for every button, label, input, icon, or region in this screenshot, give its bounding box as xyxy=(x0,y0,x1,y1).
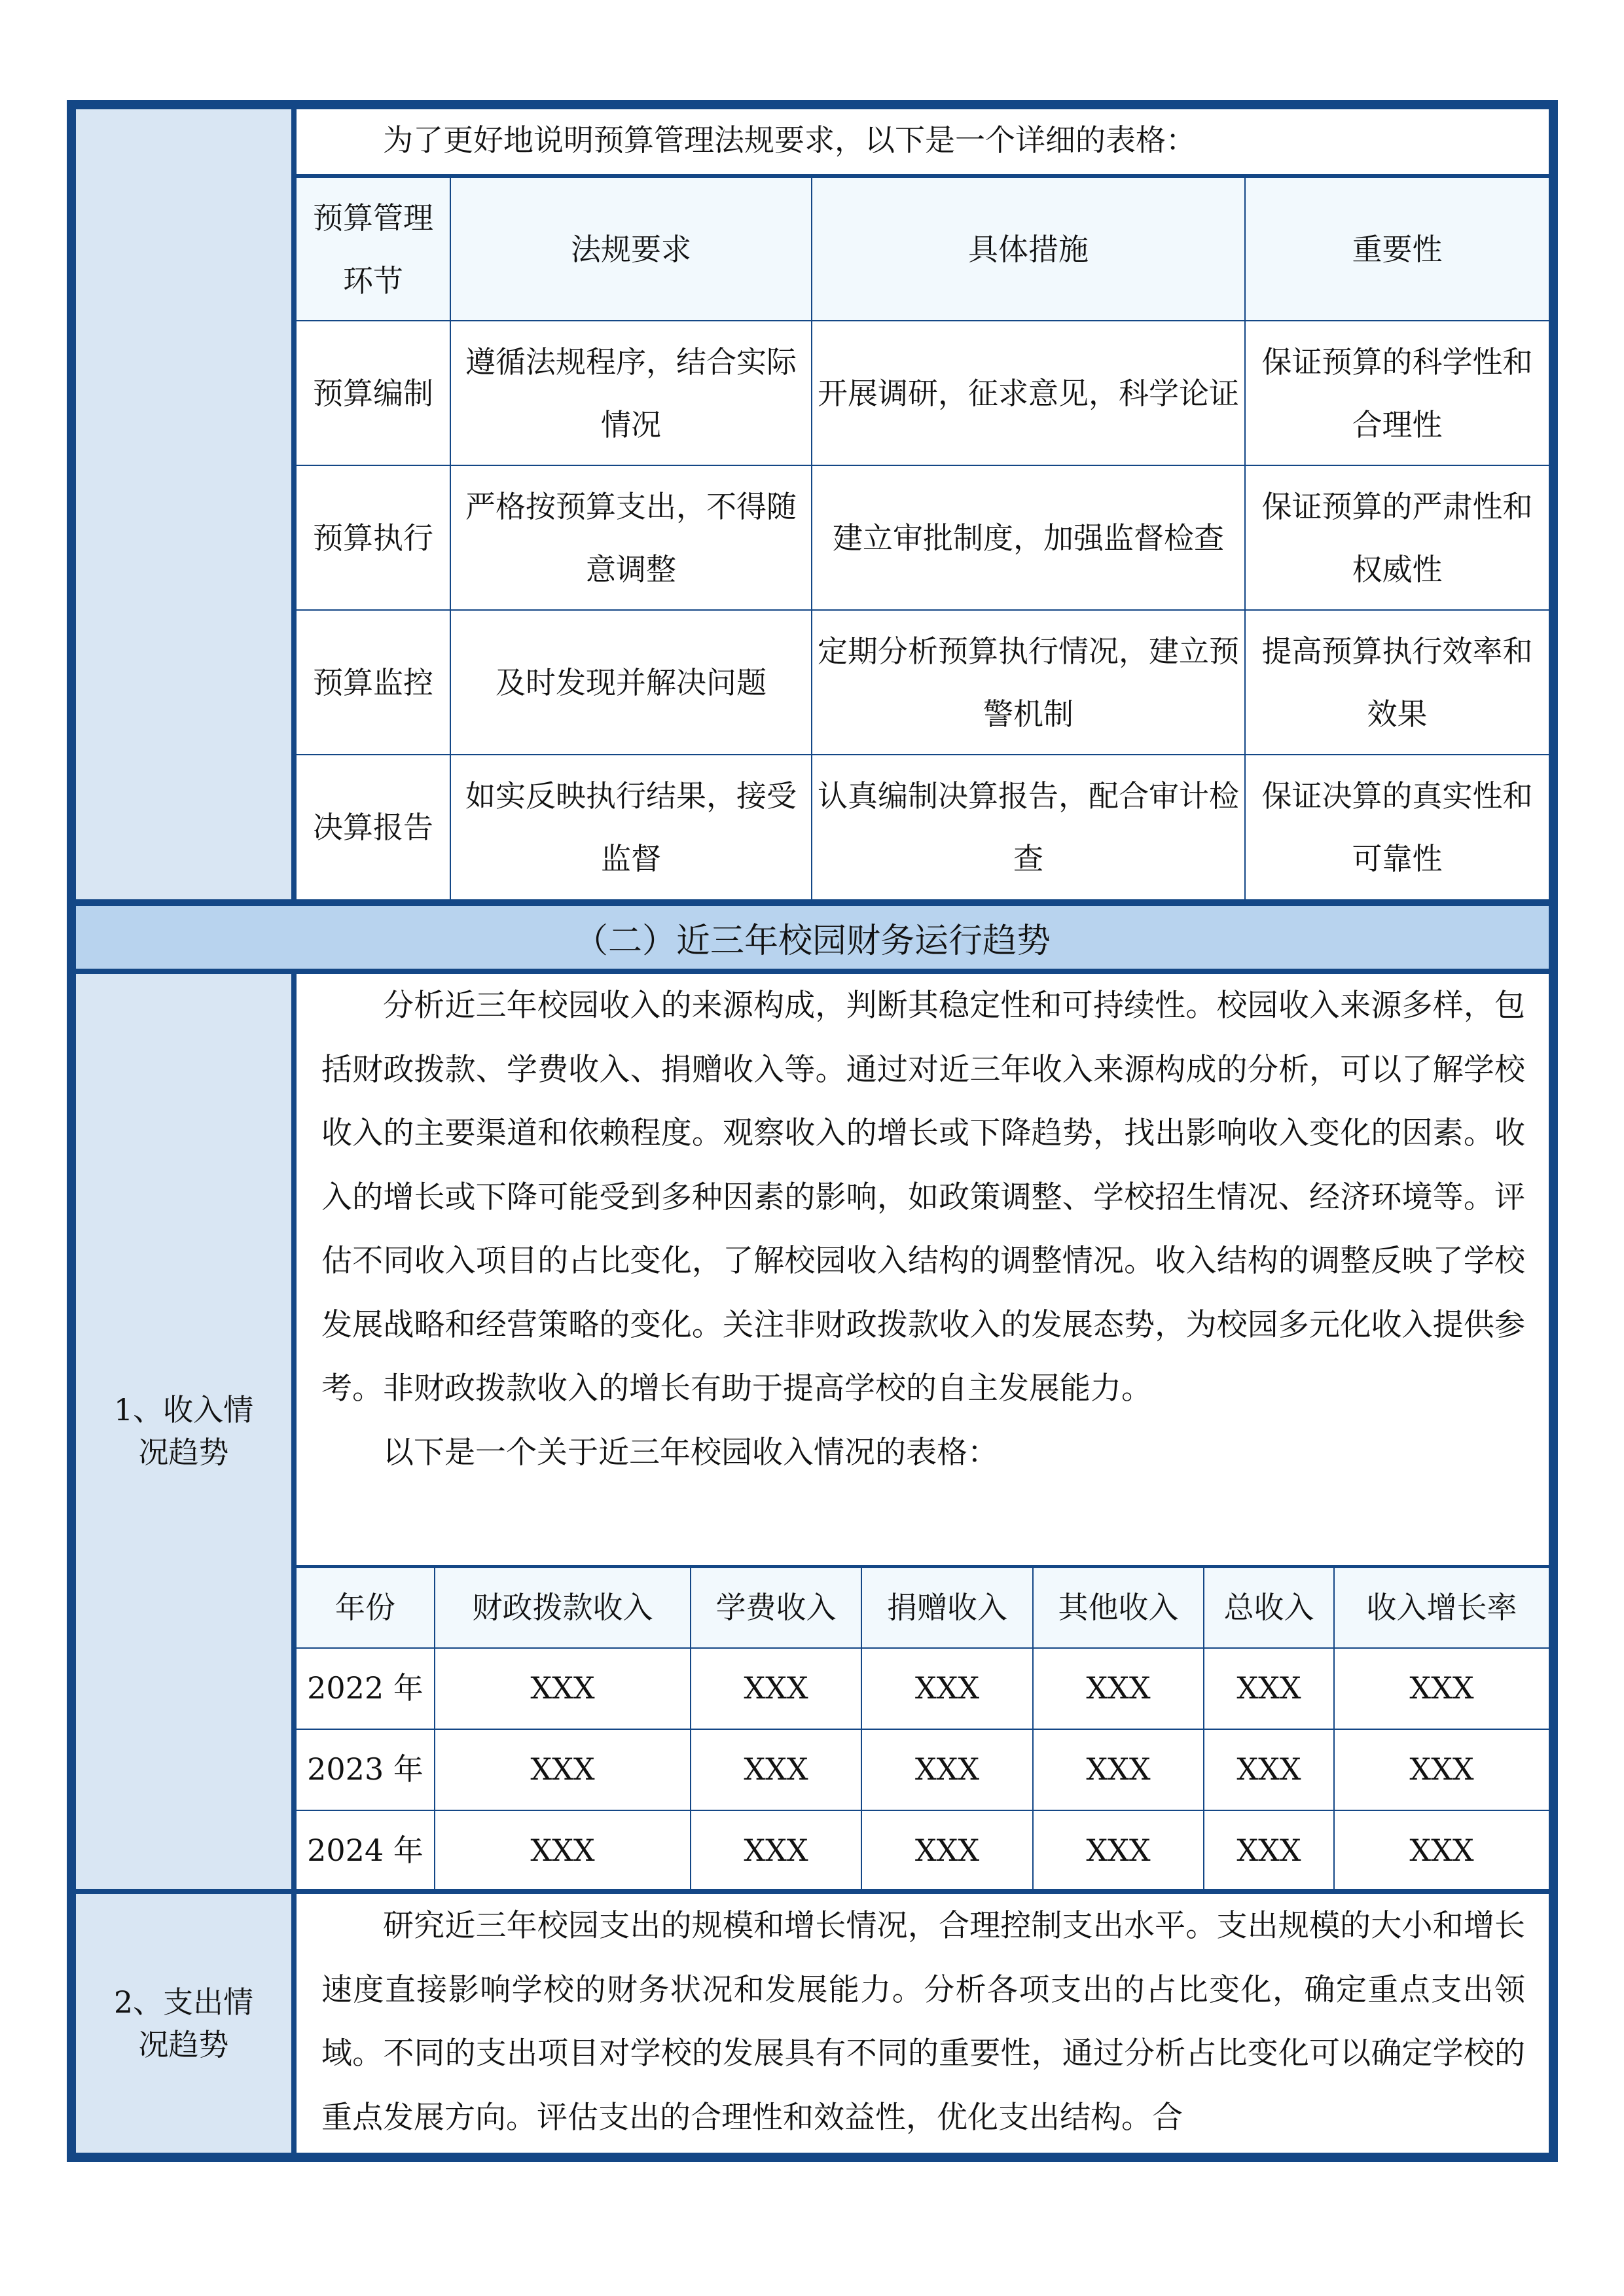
table-cell: 2023 年 xyxy=(297,1729,435,1810)
table-cell: XXX xyxy=(1334,1729,1549,1810)
table-row xyxy=(297,1810,1549,1891)
section-title: （二）近三年校园财务运行趋势 xyxy=(76,906,1549,969)
table-cell: XXX xyxy=(1204,1648,1334,1729)
table-cell: 开展调研，征求意见，科学论证 xyxy=(812,321,1245,465)
table-cell: XXX xyxy=(1033,1648,1204,1729)
table-row xyxy=(297,1648,1549,1729)
table-cell: XXX xyxy=(691,1648,861,1729)
income-paragraph: 分析近三年校园收入的来源构成，判断其稳定性和可持续性。校园收入来源多样，包括财政拨款、学费收入、捐赠收入等。通过对近三年收入来源构成的分析，可以了解学校收入的主要渠道和依赖程度。观察收入的增长或下降趋势，找出影响收入变化的因素。收入的增长或下降可能受到多种因素的影响，如政策调整、学校招生情况、经济环境等。评估不同收入项目的占比变化，了解校园收入结构的调整情况。收入结构的调整反映了学校发展战略和经营策略的变化。关注非财政拨款收入的发展态势，为校园多元化收入提供参考。非财政拨款收入的增长有助于提高学校的自主发展能力。 xyxy=(321,988,1525,1407)
table-header-row xyxy=(297,1567,1549,1648)
income-table-intro: 以下是一个关于近三年校园收入情况的表格： xyxy=(383,1434,998,1471)
expense-trend-content xyxy=(297,1894,1549,2153)
header-cell: 收入增长率 xyxy=(1334,1567,1549,1648)
table-cell: XXX xyxy=(435,1648,691,1729)
header-cell: 财政拨款收入 xyxy=(435,1567,691,1648)
expense-trend-label: 2、支出情况趋势 xyxy=(76,1894,291,2153)
table-cell: XXX xyxy=(1204,1810,1334,1891)
budget-regulation-table-cell xyxy=(297,178,1549,899)
table-row xyxy=(297,321,1549,465)
header-cell: 其他收入 xyxy=(1033,1567,1204,1648)
table-cell: XXX xyxy=(1334,1648,1549,1729)
table-cell: 提高预算执行效率和效果 xyxy=(1245,610,1549,755)
expense-paragraph: 研究近三年校园支出的规模和增长情况，合理控制支出水平。支出规模的大小和增长速度直接影响学校的财务状况和发展能力。分析各项支出的占比变化，确定重点支出领域。不同的支出项目对学校的发展具有不同的重要性，通过分析占比变化可以确定学校的重点发展方向。评估支出的合理性和效益性，优化支出结构。合 xyxy=(321,1908,1525,2136)
table-cell: XXX xyxy=(861,1729,1033,1810)
table-cell: XXX xyxy=(691,1810,861,1891)
header-cell: 重要性 xyxy=(1245,178,1549,321)
table-cell: 认真编制决算报告，配合审计检查 xyxy=(812,755,1245,899)
table-header-row xyxy=(297,178,1549,321)
table-cell: XXX xyxy=(1334,1810,1549,1891)
table-cell: 预算监控 xyxy=(297,610,450,755)
table-cell: 预算编制 xyxy=(297,321,450,465)
income-trend-content xyxy=(297,974,1549,1889)
table-cell: 及时发现并解决问题 xyxy=(450,610,812,755)
header-cell: 总收入 xyxy=(1204,1567,1334,1648)
table-row xyxy=(297,465,1549,610)
table-cell: 预算执行 xyxy=(297,465,450,610)
table-cell: XXX xyxy=(435,1810,691,1891)
table-cell: 严格按预算支出，不得随意调整 xyxy=(450,465,812,610)
table-cell: XXX xyxy=(691,1729,861,1810)
header-cell: 预算管理环节 xyxy=(297,178,450,321)
table-cell: XXX xyxy=(861,1648,1033,1729)
budget-regulation-table xyxy=(297,178,1549,899)
table-cell: XXX xyxy=(1204,1729,1334,1810)
table-cell: 定期分析预算执行情况，建立预警机制 xyxy=(812,610,1245,755)
table-cell: 保证预算的科学性和合理性 xyxy=(1245,321,1549,465)
header-cell: 捐赠收入 xyxy=(861,1567,1033,1648)
table-cell: 如实反映执行结果，接受监督 xyxy=(450,755,812,899)
income-table xyxy=(297,1565,1549,1891)
table-cell: 遵循法规程序，结合实际情况 xyxy=(450,321,812,465)
table-cell: 2022 年 xyxy=(297,1648,435,1729)
table-cell: 决算报告 xyxy=(297,755,450,899)
table-cell: XXX xyxy=(1033,1729,1204,1810)
header-cell: 具体措施 xyxy=(812,178,1245,321)
header-cell: 学费收入 xyxy=(691,1567,861,1648)
header-cell: 年份 xyxy=(297,1567,435,1648)
table-row xyxy=(297,755,1549,899)
left-label-cell-empty xyxy=(76,109,291,899)
table-row xyxy=(297,1729,1549,1810)
table-cell: 2024 年 xyxy=(297,1810,435,1891)
table-cell: 建立审批制度，加强监督检查 xyxy=(812,465,1245,610)
table-cell: XXX xyxy=(861,1810,1033,1891)
table-row xyxy=(297,610,1549,755)
header-cell: 法规要求 xyxy=(450,178,812,321)
table-cell: 保证决算的真实性和可靠性 xyxy=(1245,755,1549,899)
intro-text: 为了更好地说明预算管理法规要求，以下是一个详细的表格： xyxy=(297,109,1549,174)
table-cell: XXX xyxy=(1033,1810,1204,1891)
income-trend-label: 1、收入情况趋势 xyxy=(76,974,291,1889)
table-cell: XXX xyxy=(435,1729,691,1810)
table-cell: 保证预算的严肃性和权威性 xyxy=(1245,465,1549,610)
